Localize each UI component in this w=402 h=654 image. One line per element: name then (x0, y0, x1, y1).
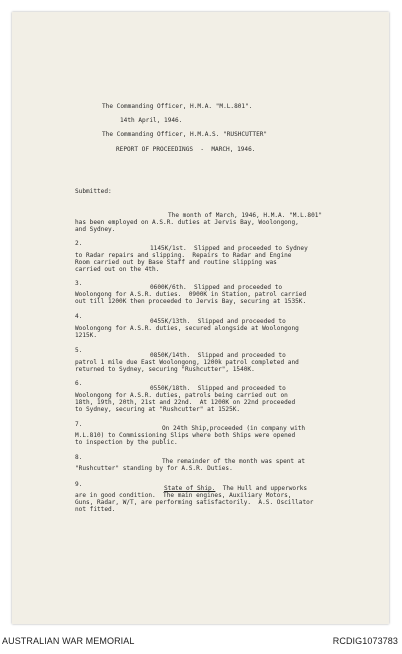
para-9-line-1-rest: The Hull and upperworks (215, 485, 308, 492)
intro-line-1: The month of March, 1946, H.M.A. "M.L.801" (168, 212, 323, 219)
para-5-line-2: patrol 1 mile due East Woolongong, 1200k patrol completed and (75, 359, 299, 366)
para-3-number: 3. (75, 280, 83, 287)
header-date: 14th April, 1946. (120, 117, 183, 124)
para-8-line-2: "Rushcutter" standing by for A.S.R. Duties. (75, 465, 233, 472)
para-6-line-2: Woolongong for A.S.R. duties, patrols being carried out on (75, 392, 288, 399)
para-3-line-1: 0600K/6th. Slipped and proceeded to (150, 284, 283, 291)
para-6-line-4: to Sydney, securing at "Rushcutter" at 1525K. (75, 406, 241, 413)
header-subject: REPORT OF PROCEEDINGS - MARCH, 1946. (116, 146, 256, 153)
intro-line-3: and Sydney. (75, 226, 116, 233)
header-to: The Commanding Officer, H.M.A.S. "RUSHCUTTER" (102, 131, 268, 138)
para-4-line-3: 1215K. (75, 332, 98, 339)
para-2-line-4: carried out on the 4th. (75, 266, 160, 273)
state-of-ship-heading: State of Ship. (164, 485, 216, 492)
para-4-number: 4. (75, 313, 83, 320)
para-9-line-2: are in good condition. The main engines, Auxiliary Motors, (75, 492, 292, 499)
para-4-line-2: Woolongong for A.S.R. duties, secured alongside at Woolongong (75, 325, 299, 332)
para-3-line-2: Woolongong for A.S.R. duties. 0900K in Station, patrol carried (75, 291, 307, 298)
para-7-line-3: to inspection by the public. (75, 439, 178, 446)
para-5-line-3: returned to Sydney, securing "Rushcutter", 1540K. (75, 366, 255, 373)
para-9-number: 9. (75, 481, 83, 488)
para-2-number: 2. (75, 240, 83, 247)
para-9-line-4: not fitted. (75, 506, 116, 513)
para-5-line-1: 0850K/14th. Slipped and proceeded to (150, 352, 286, 359)
para-7-line-1: On 24th Ship,proceeded (in company with (162, 425, 306, 432)
para-4-line-1: 0455K/13th. Slipped and proceeded to (150, 318, 286, 325)
para-3-line-3: out till 1200K then proceeded to Jervis Bay, securing at 1535K. (75, 298, 307, 305)
para-6-line-1: 0550K/18th. Slipped and proceeded to (150, 385, 286, 392)
para-2-line-3: Room carried out by Base Staff and routine slipping was (75, 259, 277, 266)
para-9-line-3: Guns, Radar, W/T, are performing satisfactorily. A.S. Oscillator (75, 499, 314, 506)
para-7-line-2: M.L.810) to Commissioning Slips where both Ships were opened (75, 432, 296, 439)
para-7-number: 7. (75, 421, 83, 428)
document-page (12, 12, 389, 624)
intro-line-2: has been employed on A.S.R. duties at Jervis Bay, Woolongong, (75, 219, 299, 226)
para-8-line-1: The remainder of the month was spent at (162, 458, 306, 465)
para-6-line-3: 18th, 19th, 20th, 21st and 22nd. At 1200K on 22nd proceeded (75, 399, 296, 406)
para-6-number: 6. (75, 380, 83, 387)
footer-archive-name: AUSTRALIAN WAR MEMORIAL (2, 636, 135, 646)
para-5-number: 5. (75, 347, 83, 354)
para-2-line-1: 1145K/1st. Slipped and proceeded to Sydney (150, 245, 308, 252)
para-8-number: 8. (75, 454, 83, 461)
submitted-label: Submitted: (75, 188, 112, 195)
header-from: The Commanding Officer, H.M.A. "M.L.801". (102, 103, 253, 110)
footer-record-id: RCDIG1073783 (332, 636, 398, 646)
para-2-line-2: to Radar repairs and slipping. Repairs to Radar and Engine (75, 252, 292, 259)
